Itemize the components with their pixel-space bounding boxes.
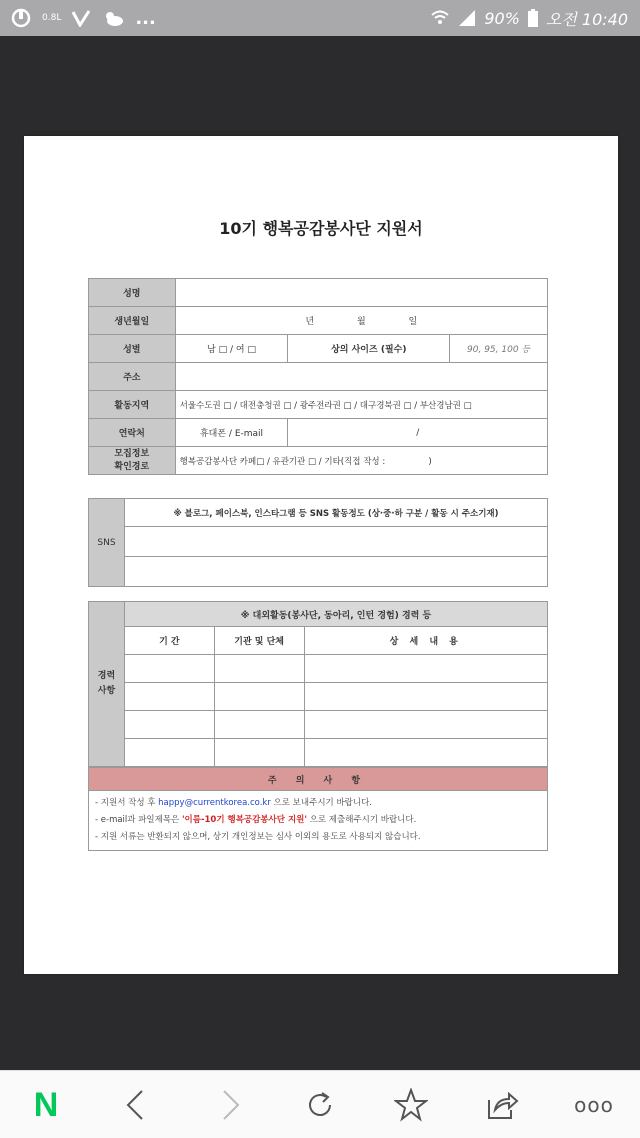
address-label: 주소 <box>89 363 176 391</box>
sns-header-row <box>89 499 548 527</box>
back-button[interactable] <box>118 1087 154 1123</box>
notice-line-2 <box>95 812 541 829</box>
file-name-rule: '이름-10기 행복공감봉사단 지원' <box>181 815 307 825</box>
address-field[interactable] <box>175 363 547 391</box>
status-left <box>10 7 156 29</box>
career-row <box>89 655 548 683</box>
more-notifications: ... <box>135 7 156 29</box>
notice-line-3: - 지원 서류는 반환되지 않으며, 상기 개인정보는 심사 이외의 용도로 사용되지 않습니다. <box>95 832 421 842</box>
battery-icon <box>528 9 538 27</box>
share-button[interactable] <box>484 1087 520 1123</box>
region-options[interactable]: 서울수도권 □ / 대전충청권 □ / 광주전라권 □ / 대구경북권 □ / 부산경남권 □ <box>175 391 547 419</box>
document-page[interactable] <box>24 136 618 974</box>
sns-label: SNS <box>89 499 125 587</box>
network-speed: 0.8L <box>42 13 62 23</box>
notice-header-row <box>89 768 548 791</box>
notice-line-1 <box>95 795 541 812</box>
name-label: 성명 <box>89 279 176 307</box>
bookmark-button[interactable] <box>393 1087 429 1123</box>
career-row <box>89 739 548 767</box>
check-notification-icon <box>71 9 91 27</box>
refresh-button[interactable] <box>302 1087 338 1123</box>
career-org-cell[interactable] <box>214 711 304 739</box>
contact-label: 연락처 <box>89 419 176 447</box>
notice-header: 주 의 사 항 <box>89 768 548 791</box>
status-bar <box>0 0 640 36</box>
notice-table <box>88 767 548 851</box>
career-org-cell[interactable] <box>214 739 304 767</box>
naver-n-icon: N <box>33 1085 59 1124</box>
weather-icon <box>101 9 125 27</box>
birth-month-label: 월 <box>356 317 366 327</box>
career-period-cell[interactable] <box>124 683 214 711</box>
contact-email-link[interactable]: happy@currentkorea.co.kr <box>158 798 271 808</box>
career-row <box>89 711 548 739</box>
clock: 오전 10:40 <box>545 9 628 29</box>
size-hint[interactable]: 90, 95, 100 등 <box>450 335 548 363</box>
career-detail-cell[interactable] <box>304 683 547 711</box>
chevron-right-icon <box>218 1089 242 1121</box>
career-header: ※ 대외활동(봉사단, 동아리, 인턴 경험) 경력 등 <box>124 602 547 627</box>
career-org-cell[interactable] <box>214 655 304 683</box>
name-field[interactable] <box>175 279 547 307</box>
row-birth <box>89 307 548 335</box>
career-detail-cell[interactable] <box>304 739 547 767</box>
recruit-label-line1: 모집정보 <box>114 448 150 459</box>
birth-year-label: 년 <box>305 317 315 327</box>
sns-row <box>89 557 548 587</box>
birth-day-label: 일 <box>408 317 418 327</box>
gender-options[interactable]: 남 □ / 여 □ <box>175 335 288 363</box>
notice-line-2-post: 으로 제출해주시기 바랍니다. <box>306 815 417 825</box>
document-title: 10기 행복공감봉사단 지원서 <box>219 219 423 238</box>
sns-header: ※ 블로그, 페이스북, 인스타그램 등 SNS 활동정도 (상·중·하 구분 / 활동 시 주소기재) <box>124 499 547 527</box>
row-contact <box>89 419 548 447</box>
career-label-line1: 경력 <box>97 671 116 681</box>
status-right <box>430 7 628 29</box>
document-viewer[interactable] <box>0 36 640 1070</box>
sns-table <box>88 498 548 587</box>
career-row <box>89 683 548 711</box>
contact-field[interactable]: / <box>288 419 548 447</box>
naver-home-button[interactable] <box>28 1087 64 1123</box>
recruit-source-label <box>89 447 176 475</box>
career-table <box>88 601 548 767</box>
col-detail: 상 세 내 용 <box>304 627 547 655</box>
career-org-cell[interactable] <box>214 683 304 711</box>
signal-icon <box>458 9 476 27</box>
recruit-label-line2: 확인경로 <box>114 461 150 472</box>
birth-label: 생년월일 <box>89 307 176 335</box>
bottom-navigation <box>0 1070 640 1138</box>
career-period-cell[interactable] <box>124 655 214 683</box>
row-region <box>89 391 548 419</box>
sns-row <box>89 527 548 557</box>
recruit-source-options[interactable]: 행복공감봉사단 카페□ / 유관기관 □ / 기타(직접 작성 : ) <box>175 447 547 475</box>
career-period-cell[interactable] <box>124 711 214 739</box>
career-detail-cell[interactable] <box>304 655 547 683</box>
col-org: 기관 및 단체 <box>214 627 304 655</box>
col-period: 기 간 <box>124 627 214 655</box>
career-detail-cell[interactable] <box>304 711 547 739</box>
contact-type-label: 휴대폰 / E-mail <box>175 419 288 447</box>
notice-body-row <box>89 791 548 851</box>
career-header-row <box>89 602 548 627</box>
region-label: 활동지역 <box>89 391 176 419</box>
sns-field-1[interactable] <box>124 527 547 557</box>
notice-line-1-pre: - 지원서 작성 후 <box>95 798 159 808</box>
share-icon <box>485 1088 519 1122</box>
refresh-icon <box>304 1089 336 1121</box>
sns-field-2[interactable] <box>124 557 547 587</box>
battery-percent: 90% <box>484 8 520 28</box>
star-icon <box>394 1088 428 1122</box>
birth-field[interactable] <box>175 307 547 335</box>
gender-label: 성별 <box>89 335 176 363</box>
row-name <box>89 279 548 307</box>
more-menu-button[interactable] <box>576 1087 612 1123</box>
more-dots-icon: ooo <box>574 1093 614 1117</box>
notice-body <box>89 791 548 851</box>
notice-line-1-post: 으로 보내주시기 바랍니다. <box>270 798 372 808</box>
forward-button[interactable] <box>212 1087 248 1123</box>
wifi-icon <box>430 9 450 27</box>
applicant-info-table <box>88 278 548 475</box>
career-label <box>89 602 125 767</box>
row-gender <box>89 335 548 363</box>
app-notification-icon <box>10 8 32 28</box>
notice-line-2-pre: - e-mail과 파일제목은 <box>95 815 182 825</box>
chevron-left-icon <box>124 1089 148 1121</box>
row-recruit-source <box>89 447 548 475</box>
size-label: 상의 사이즈 (필수) <box>288 335 450 363</box>
career-columns-row <box>89 627 548 655</box>
career-period-cell[interactable] <box>124 739 214 767</box>
row-address <box>89 363 548 391</box>
career-label-line2: 사항 <box>97 686 116 696</box>
